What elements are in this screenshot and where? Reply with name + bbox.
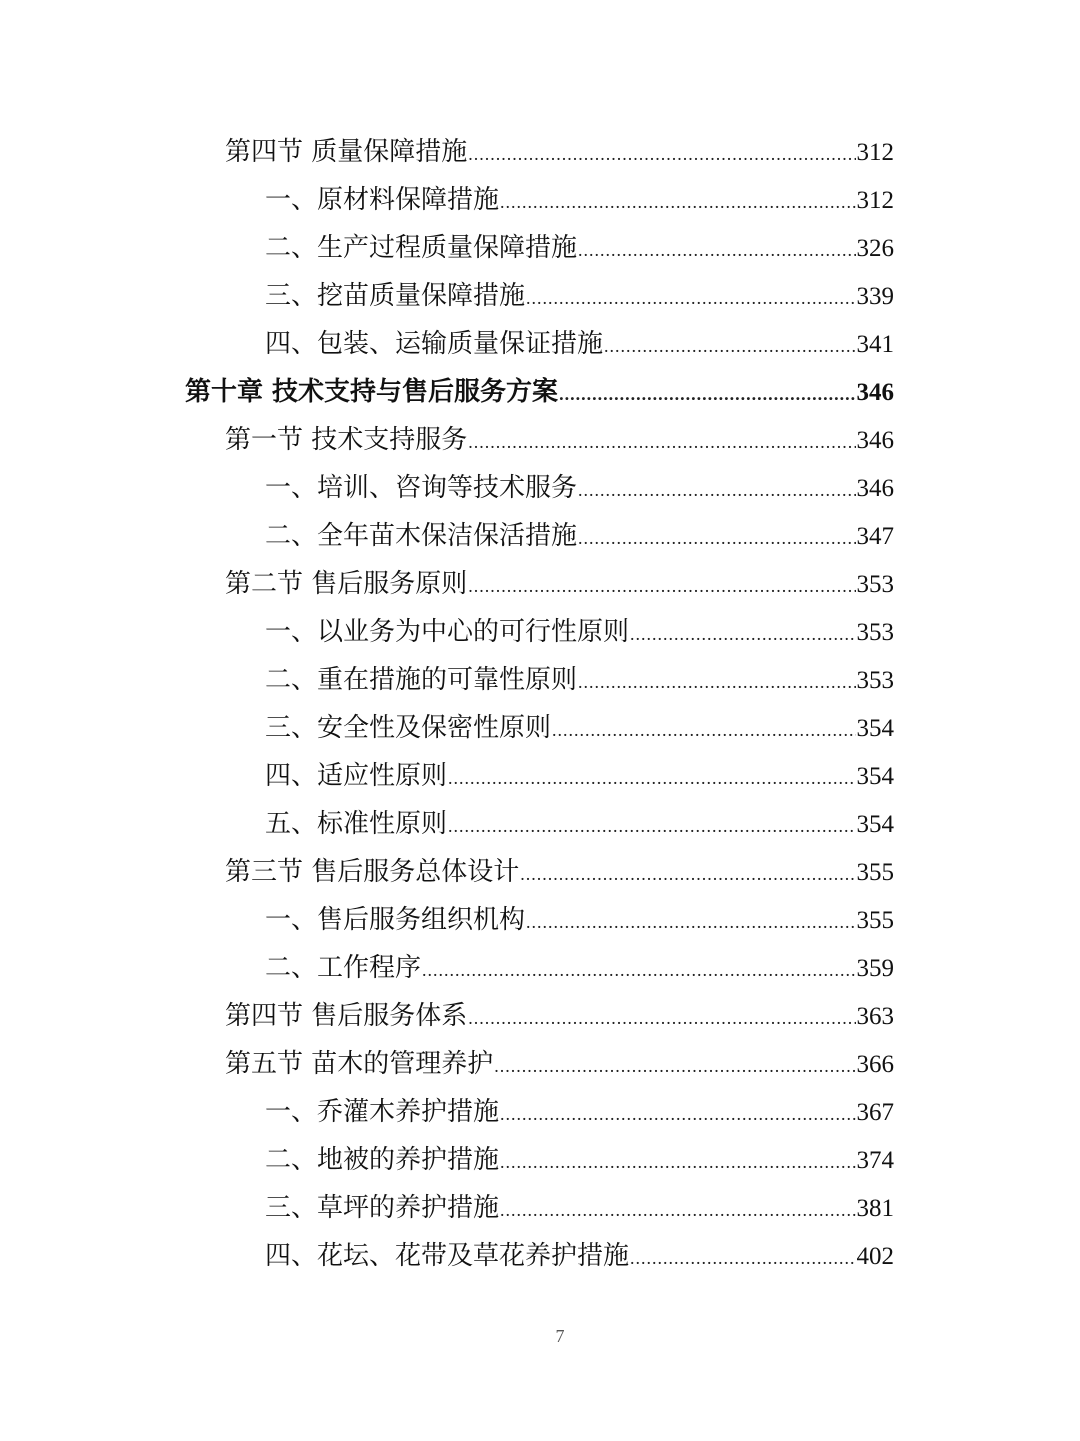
toc-entry-page: 363 [856, 1003, 894, 1030]
toc-chapter-entry [0, 368, 1080, 416]
toc-entry-page: 355 [856, 859, 894, 886]
toc-entry-page: 312 [856, 187, 894, 214]
toc-entry-page: 326 [856, 235, 894, 262]
toc-entry-title: 二、工作程序 [265, 953, 422, 983]
toc-dot-leader [448, 802, 855, 850]
toc-dot-leader [500, 178, 855, 226]
toc-subsection-entry [0, 1184, 1080, 1232]
toc-entry-page: 353 [856, 571, 894, 598]
toc-entry-title: 五、标准性原则 [265, 809, 448, 839]
toc-dot-leader [630, 1234, 855, 1282]
toc-dot-leader [448, 754, 855, 802]
toc-entry-page: 354 [856, 811, 894, 838]
toc-entry-page: 381 [856, 1195, 894, 1222]
toc-subsection-entry [0, 944, 1080, 992]
toc-entry-page: 367 [856, 1099, 894, 1126]
toc-subsection-entry [0, 1088, 1080, 1136]
toc-entry-page: 374 [856, 1147, 894, 1174]
toc-entry-page: 346 [856, 379, 894, 406]
toc-entry-title: 二、生产过程质量保障措施 [265, 233, 578, 263]
toc-dot-leader [552, 706, 855, 754]
toc-dot-leader [468, 418, 855, 466]
toc-dot-leader [468, 994, 855, 1042]
table-of-contents [0, 128, 1080, 1280]
toc-entry-title: 二、全年苗木保洁保活措施 [265, 521, 578, 551]
toc-section-entry [0, 848, 1080, 896]
toc-dot-leader [468, 130, 855, 178]
toc-entry-title: 第四节 质量保障措施 [225, 137, 468, 167]
toc-entry-title: 第三节 售后服务总体设计 [225, 857, 520, 887]
toc-subsection-entry [0, 704, 1080, 752]
toc-section-entry [0, 560, 1080, 608]
toc-section-entry [0, 128, 1080, 176]
toc-subsection-entry [0, 1136, 1080, 1184]
toc-subsection-entry [0, 896, 1080, 944]
toc-dot-leader [578, 658, 855, 706]
toc-section-entry [0, 416, 1080, 464]
toc-entry-title: 四、包装、运输质量保证措施 [265, 329, 604, 359]
toc-entry-page: 341 [856, 331, 894, 358]
toc-subsection-entry [0, 320, 1080, 368]
toc-subsection-entry [0, 800, 1080, 848]
toc-entry-title: 一、乔灌木养护措施 [265, 1097, 500, 1127]
toc-entry-title: 二、重在措施的可靠性原则 [265, 665, 578, 695]
toc-entry-page: 402 [856, 1243, 894, 1270]
toc-entry-title: 三、草坪的养护措施 [265, 1193, 500, 1223]
toc-entry-page: 354 [856, 715, 894, 742]
toc-entry-page: 347 [856, 523, 894, 550]
toc-entry-title: 四、花坛、花带及草花养护措施 [265, 1241, 630, 1271]
toc-subsection-entry [0, 752, 1080, 800]
toc-entry-title: 第一节 技术支持服务 [225, 425, 468, 455]
toc-dot-leader [578, 226, 855, 274]
toc-entry-title: 四、适应性原则 [265, 761, 448, 791]
toc-dot-leader [422, 946, 855, 994]
toc-subsection-entry [0, 1232, 1080, 1280]
toc-entry-page: 346 [856, 475, 894, 502]
page-number: 7 [555, 1326, 565, 1346]
toc-dot-leader [559, 370, 855, 418]
toc-dot-leader [630, 610, 855, 658]
toc-entry-title: 第二节 售后服务原则 [225, 569, 468, 599]
toc-entry-page: 353 [856, 619, 894, 646]
toc-dot-leader [526, 274, 855, 322]
toc-dot-leader [604, 322, 855, 370]
toc-section-entry [0, 1040, 1080, 1088]
toc-dot-leader [578, 466, 855, 514]
toc-entry-title: 三、安全性及保密性原则 [265, 713, 552, 743]
toc-entry-title: 二、地被的养护措施 [265, 1145, 500, 1175]
toc-subsection-entry [0, 512, 1080, 560]
toc-subsection-entry [0, 608, 1080, 656]
toc-dot-leader [468, 562, 855, 610]
toc-section-entry [0, 992, 1080, 1040]
toc-entry-title: 第五节 苗木的管理养护 [225, 1049, 494, 1079]
toc-subsection-entry [0, 656, 1080, 704]
toc-entry-page: 312 [856, 139, 894, 166]
toc-dot-leader [500, 1138, 855, 1186]
toc-subsection-entry [0, 272, 1080, 320]
toc-dot-leader [494, 1042, 855, 1090]
toc-entry-page: 339 [856, 283, 894, 310]
toc-entry-page: 346 [856, 427, 894, 454]
toc-subsection-entry [0, 224, 1080, 272]
toc-dot-leader [500, 1186, 855, 1234]
toc-dot-leader [520, 850, 855, 898]
toc-subsection-entry [0, 464, 1080, 512]
toc-entry-title: 第十章 技术支持与售后服务方案 [185, 377, 559, 407]
toc-subsection-entry [0, 176, 1080, 224]
toc-dot-leader [526, 898, 855, 946]
toc-entry-title: 第四节 售后服务体系 [225, 1001, 468, 1031]
toc-entry-title: 一、培训、咨询等技术服务 [265, 473, 578, 503]
toc-entry-page: 366 [856, 1051, 894, 1078]
toc-entry-page: 355 [856, 907, 894, 934]
toc-entry-page: 353 [856, 667, 894, 694]
toc-entry-title: 一、以业务为中心的可行性原则 [265, 617, 630, 647]
toc-entry-title: 一、售后服务组织机构 [265, 905, 526, 935]
toc-entry-title: 三、挖苗质量保障措施 [265, 281, 526, 311]
toc-entry-page: 354 [856, 763, 894, 790]
toc-dot-leader [500, 1090, 855, 1138]
toc-dot-leader [578, 514, 855, 562]
toc-entry-page: 359 [856, 955, 894, 982]
toc-entry-title: 一、原材料保障措施 [265, 185, 500, 215]
